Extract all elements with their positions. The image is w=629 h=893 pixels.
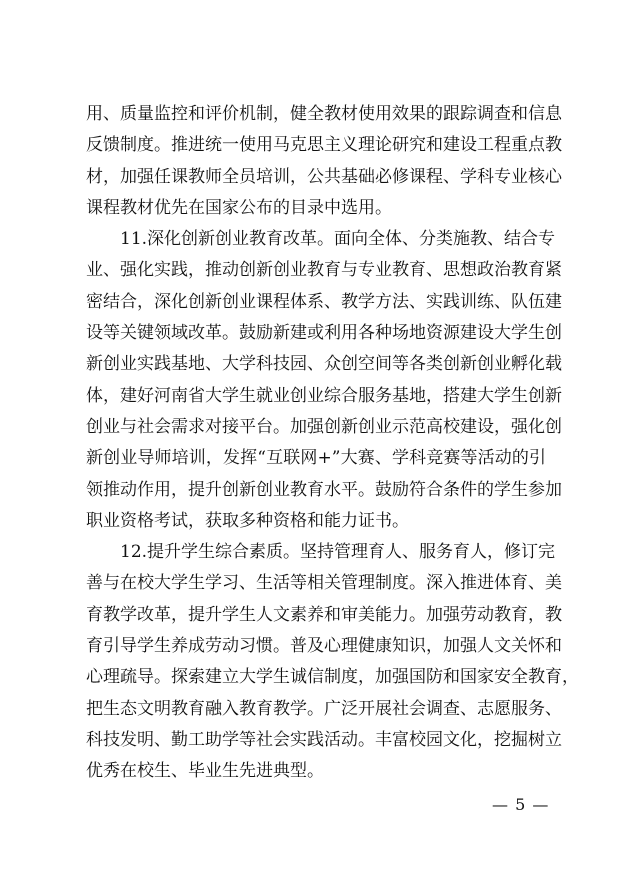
text-line: 课程教材优先在国家公布的目录中选用。 [86,197,392,218]
text-line: 优秀在校生、毕业生先进典型。 [86,761,324,782]
page-number: — 5 — [492,795,550,814]
text-line: 科技发明、勤工助学等社会实践活动。丰富校园文化，挖掘树立 [86,729,562,750]
text-line: 育引导学生养成劳动习惯。普及心理健康知识，加强人文关怀和 [86,636,562,657]
text-line: 材，加强任课教师全员培训，公共基础必修课程、学科专业核心 [86,166,562,187]
body-text [86,99,579,788]
text-line: 心理疏导。探索建立大学生诚信制度，加强国防和国家安全教育， [86,667,579,688]
text-line: 12.提升学生综合素质。坚持管理育人、服务育人，修订完 [120,542,556,563]
text-line: 体，建好河南省大学生就业创业综合服务基地，搭建大学生创新 [86,385,562,406]
text-line: 善与在校大学生学习、生活等相关管理制度。深入推进体育、美 [86,573,562,594]
text-line: 新创业导师培训，发挥“互联网+”大赛、学科竞赛等活动的引 [86,448,546,469]
text-line: 用、质量监控和评价机制，健全教材使用效果的跟踪调查和信息 [86,104,562,124]
text-line: 育教学改革，提升学生人文素养和审美能力。加强劳动教育，教 [86,604,562,625]
text-line: 职业资格考试，获取多种资格和能力证书。 [86,510,409,531]
text-line: 新创业实践基地、大学科技园、众创空间等各类创新创业孵化载 [86,354,562,375]
text-line: 把生态文明教育融入教育教学。广泛开展社会调查、志愿服务、 [86,698,562,719]
text-line: 领推动作用，提升创新创业教育水平。鼓励符合条件的学生参加 [86,479,562,500]
text-line: 创业与社会需求对接平台。加强创新创业示范高校建设，强化创 [86,416,562,437]
text-line: 反馈制度。推进统一使用马克思主义理论研究和建设工程重点教 [86,135,562,156]
text-line: 密结合，深化创新创业课程体系、教学方法、实践训练、队伍建 [86,291,562,312]
text-line: 11.深化创新创业教育改革。面向全体、分类施教、结合专 [120,229,556,250]
text-line: 设等关键领域改革。鼓励新建或利用各种场地资源建设大学生创 [86,323,562,344]
text-line: 业、强化实践，推动创新创业教育与专业教育、思想政治教育紧 [86,260,562,281]
